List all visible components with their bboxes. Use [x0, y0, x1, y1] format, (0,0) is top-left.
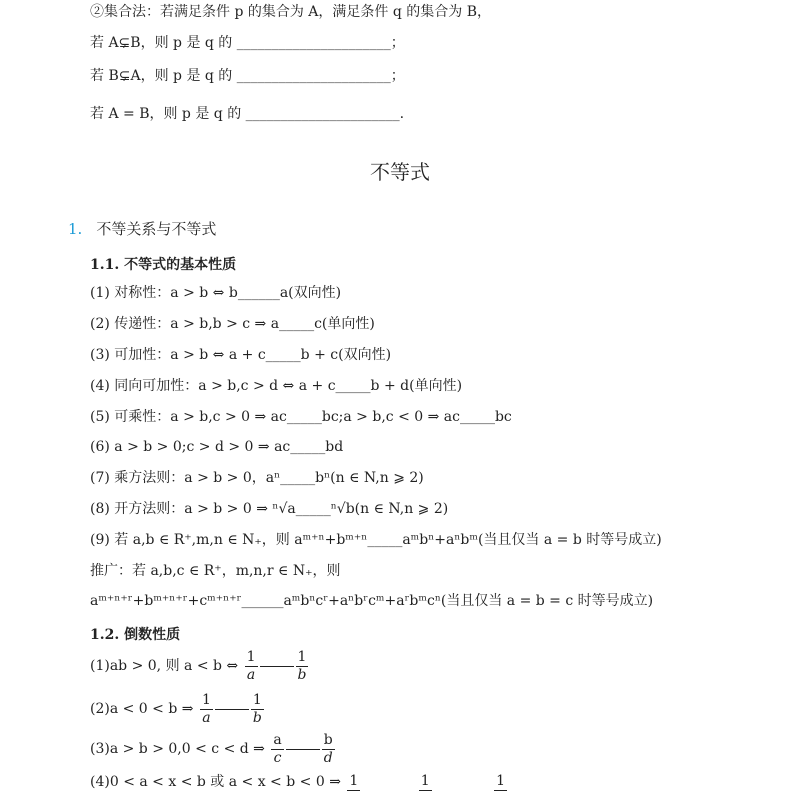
- fraction: [419, 773, 432, 791]
- fraction: [245, 649, 258, 684]
- reciprocal-item: [90, 691, 266, 727]
- denominator: b: [297, 666, 307, 683]
- section-heading: [68, 218, 216, 239]
- fraction: [271, 732, 283, 767]
- numerator: 1: [420, 773, 430, 789]
- page-title: 不等式: [370, 160, 430, 184]
- reciprocal-item: [90, 648, 310, 684]
- subset-line-2: 若 B⊊A，则 p 是 q 的 ______________________；: [90, 68, 405, 84]
- property-item: (4) 同向可加性：a > b,c > d ⇔ a + c_____b + d(单向性): [90, 378, 463, 394]
- property-item: (8) 开方法则：a > b > 0 ⇒ ⁿ√a_____ⁿ√b(n ∈ N,n ⩾ 2): [90, 501, 449, 517]
- answer-blank: [260, 666, 294, 667]
- equal-set-line: 若 A = B，则 p 是 q 的 ______________________.: [90, 106, 405, 122]
- numerator: 1: [496, 773, 506, 789]
- numerator: a: [273, 731, 282, 748]
- fraction: [322, 732, 335, 767]
- denominator: a: [202, 709, 211, 726]
- numerator: 1: [201, 691, 211, 708]
- fraction: [200, 692, 213, 727]
- denominator: a: [246, 666, 256, 683]
- subsection-heading: 1.2. 倒数性质: [90, 627, 181, 643]
- item-text: (1)ab > 0, 则 a < b ⇔: [90, 658, 239, 674]
- subsection-heading: 1.1. 不等式的基本性质: [90, 257, 237, 273]
- property-item: (2) 传递性：a > b,b > c ⇒ a_____c(单向性): [90, 316, 375, 332]
- subset-line-1: 若 A⊊B，则 p 是 q 的 ______________________；: [90, 35, 405, 51]
- set-method-line: ②集合法：若满足条件 p 的集合为 A，满足条件 q 的集合为 B，: [90, 4, 492, 20]
- item-text: (3)a > b > 0,0 < c < d ⇒: [90, 741, 265, 757]
- property-item: (1) 对称性：a > b ⇔ b______a(双向性): [90, 285, 342, 301]
- numerator: 1: [246, 648, 256, 665]
- answer-blank: [215, 709, 249, 710]
- denominator: d: [323, 749, 333, 766]
- reciprocal-item: [90, 731, 337, 767]
- property-item: (3) 可加性：a > b ⇔ a + c_____b + c(双向性): [90, 347, 392, 363]
- property-item: (5) 可乘性：a > b,c > 0 ⇒ ac_____bc;a > b,c < 0 ⇒ ac_____bc: [90, 409, 512, 425]
- property-item: (9) 若 a,b ∈ R⁺,m,n ∈ N₊，则 aᵐ⁺ⁿ+bᵐ⁺ⁿ_____aᵐbⁿ+aⁿbᵐ(当且仅当 a = b 时等号成立): [90, 532, 662, 548]
- numerator: 1: [349, 773, 359, 789]
- property-item: aᵐ⁺ⁿ⁺ʳ+bᵐ⁺ⁿ⁺ʳ+cᵐ⁺ⁿ⁺ʳ______aᵐbⁿcʳ+aⁿbʳcᵐ+aʳbᵐcⁿ(当且仅当 a = b = c 时等号成立): [90, 593, 654, 609]
- denominator: b: [252, 709, 262, 726]
- denominator: c: [273, 749, 282, 766]
- reciprocal-item: [90, 764, 509, 800]
- property-item: 推广：若 a,b,c ∈ R⁺，m,n,r ∈ N₊，则: [90, 563, 341, 579]
- section-title: 不等关系与不等式: [96, 220, 217, 238]
- property-item: (6) a > b > 0;c > d > 0 ⇒ ac_____bd: [90, 439, 344, 455]
- section-number: 1.: [68, 220, 83, 238]
- property-item: (7) 乘方法则：a > b > 0，aⁿ_____bⁿ(n ∈ N,n ⩾ 2): [90, 470, 424, 486]
- numerator: 1: [252, 691, 262, 708]
- fraction: [494, 773, 507, 791]
- fraction: [251, 692, 264, 727]
- numerator: 1: [297, 648, 307, 665]
- answer-blank: [286, 749, 320, 750]
- fraction: [296, 649, 309, 684]
- item-text: (2)a < 0 < b ⇒: [90, 701, 194, 717]
- item-text: (4)0 < a < x < b 或 a < x < b < 0 ⇒: [90, 774, 341, 790]
- fraction: [347, 773, 360, 791]
- numerator: b: [323, 731, 333, 748]
